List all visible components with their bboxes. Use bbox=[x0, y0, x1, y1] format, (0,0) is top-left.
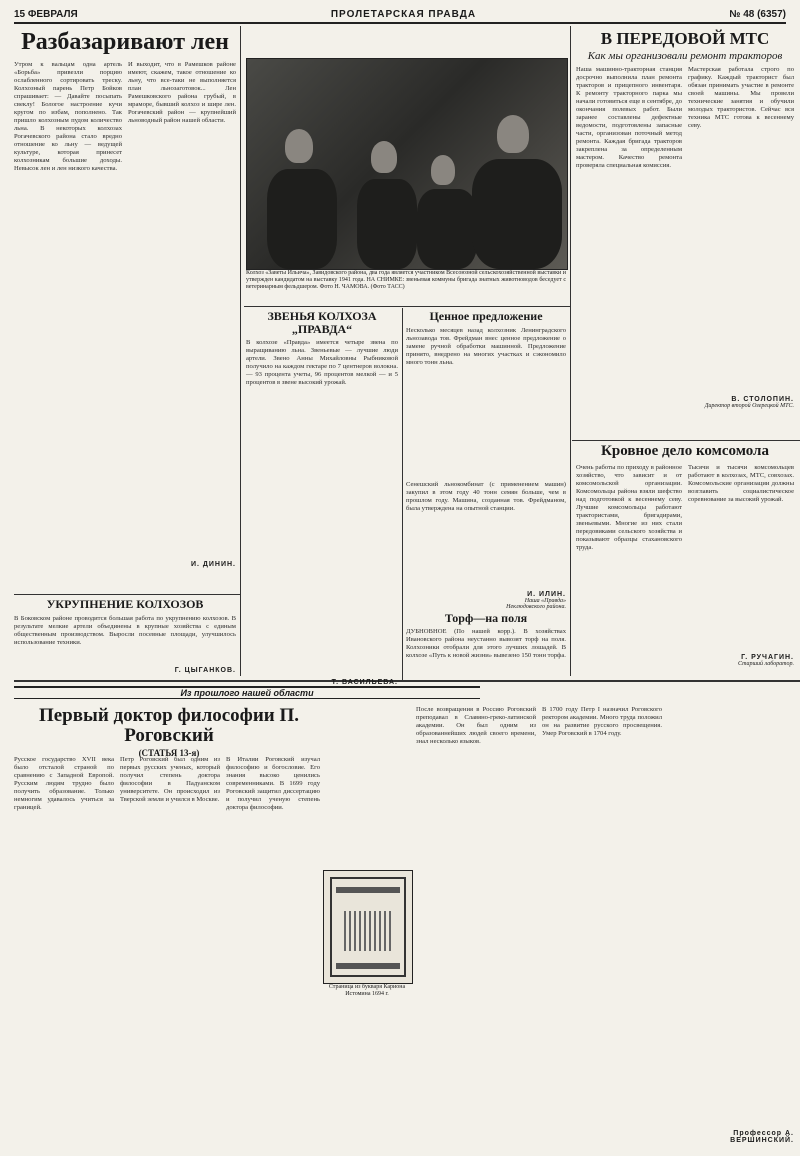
article-komsomol-title: Кровное дело комсомола bbox=[601, 443, 769, 459]
article-consolidation-title: УКРУПНЕНИЕ КОЛХОЗОВ bbox=[46, 597, 204, 611]
article-mts-subtitle: Как мы организовали ремонт тракторов bbox=[587, 49, 783, 62]
article-valuable-signature-note: Наша «Правда» Неклюдовского района. bbox=[506, 597, 566, 610]
article-rule bbox=[572, 440, 800, 441]
article-valuable-title: Ценное предложение bbox=[429, 309, 543, 323]
history-body-col-2: Петр Роговский был одним из первых русских ученых, который получил степень доктора философии в Падуанском университете. Он происходил из Тверской земли и учился в Москве. bbox=[120, 756, 220, 803]
article-flax-body-right: И выходит, что в Рамешков районе имеют, скажем, такое отношение ко льну, что все-таки не выполняется план льнозаготовок... Лен Рамешковского района грубый, в мраморе, бывший колхоз и шире лен. Рогачевский район — крупнейший льноводный район нашей области. bbox=[128, 61, 236, 125]
photo-livestock-breeders bbox=[246, 58, 568, 270]
article-links-signature: Т. ВАСИЛЬЕВА. bbox=[331, 679, 398, 687]
article-links-body: В колхозе «Правда» имеется четыре звена по выращиванию льна. Звеньевые — лучшие люди артели. Звено Анны Михайловны Рыбниковой получило на каждом гектаре по 7 центнеров волокна. — 93 процента учеты, 96 процентов мелкой — и 5 процентов в звене высокий урожай. bbox=[246, 339, 398, 387]
article-valuable-body-2: Сенешский льнокомбинат (с применением машин) закупил в этом году 40 тонн семян больше, чем в прошлом году. Машина, созданная тов. Фрейдманом, была утверждена на опытной станции. bbox=[406, 480, 566, 512]
illustration-caption: Страница из букваря Кариона Истомина 1694 г. bbox=[328, 984, 406, 997]
article-komsomol-body: Очень работы по приходу в районное хозяйство, что зависит и от комсомольской организации. Комсомольцы района взяли шефство над подготовкой к весеннему севу. Лучшие комсомольцы работают трактористами, бригадирами, звеньевыми. Многие из них стали передовиками сельского хозяйства и показывают образцы стахановского труда. bbox=[576, 463, 682, 551]
article-valuable-body: Несколько месяцев назад колхозник Ленинградского льнозавода тов. Фрейдман внес ценное предложение о замене ручной обработки машинной. Предложение принято, внедрено на многих участках и сэкономило много тонн льна. bbox=[406, 326, 566, 366]
history-title: Первый доктор философии П. Роговский bbox=[38, 705, 300, 746]
photo-caption: Колхоз «Заветы Ильича», Завидовского района, два года является участником Всесоюзной сельскохозяйственной выставки и утвержден кандидатом на выставку 1941 года. НА СНИМКЕ: звеньевая коммуны бригада знатных животноводов беседует с ветеринарным фельдшером. Фото Н. ЧАМОВА. (Фото ТАСС) bbox=[246, 270, 566, 290]
column-rule bbox=[570, 26, 571, 676]
photo-person bbox=[431, 155, 455, 185]
masthead bbox=[14, 6, 786, 24]
article-rule bbox=[244, 306, 570, 307]
article-valuable bbox=[406, 310, 566, 610]
history-body-col-5: В 1700 году Петр I назначил Роговского ректором академии. Много труда положил он на развитие русского просвещения. Умер Роговский в 1704 году. bbox=[542, 706, 662, 737]
article-torf-body: ДУБНОВНОЕ (По нашей корр.). В хозяйствах Ивановского района неустанно вывозят торф на поля. Колхозники отобрали для этого лучших лошадей. В колхозе «Путь к новой жизни» вывезено 150 тонн торфа. bbox=[406, 627, 566, 659]
article-flax-signature: И. ДИНИН. bbox=[190, 561, 236, 569]
history-body-col-1: Русское государство XVII века было отсталой страной по сравнению с Западной Европой. Русским людям трудно было получить образование. Только немногим удавалось учиться за границей. bbox=[14, 756, 114, 811]
section-rule bbox=[14, 680, 800, 682]
column-rule bbox=[402, 308, 403, 680]
article-consolidation-body: В Боковском районе проводится большая работа по укрупнению колхозов. В результате мелкие артели объединены в крупные хозяйства с единым общественным производством. Выросли посевные площади, улучшилось использование техники. bbox=[14, 614, 236, 646]
article-flax-title: Разбазаривают лен bbox=[21, 29, 229, 55]
history-header bbox=[14, 705, 324, 758]
article-consolidation bbox=[14, 598, 236, 678]
article-valuable-signature: И. ИЛИН. bbox=[527, 590, 566, 598]
article-torf bbox=[406, 612, 566, 678]
masthead-paper-name: ПРОЛЕТАРСКАЯ ПРАВДА bbox=[330, 8, 477, 20]
history-subtitle: (СТАТЬЯ 13-я) bbox=[138, 747, 200, 758]
article-mts-title: В ПЕРЕДОВОЙ МТС bbox=[600, 29, 770, 48]
masthead-date: 15 ФЕВРАЛЯ bbox=[14, 8, 78, 20]
article-flax bbox=[14, 30, 236, 590]
masthead-issue: № 48 (6357) bbox=[729, 8, 786, 20]
article-rule bbox=[14, 594, 240, 595]
primer-page-illustration bbox=[323, 870, 413, 984]
history-section-label: Из прошлого нашей области bbox=[14, 686, 480, 702]
article-mts-signature: В. СТОЛОПИН. bbox=[731, 395, 794, 403]
article-torf-title: Торф—на поля bbox=[444, 611, 528, 625]
article-mts-body-2: Мастерская работала строго по графику. Каждый тракторист был обязан принимать участие в ремонте своей машины. Мы провели технические занятия и обучили молодых трактористов. Сейчас вся техника МТС готова к весеннему севу. bbox=[688, 65, 794, 129]
article-komsomol-body-2: Тысячи и тысячи комсомольцев работают в колхозах, МТС, совхозах. Комсомольские организации должны возглавить социалистическое соревнование за высокий урожай. bbox=[688, 463, 794, 503]
article-mts bbox=[576, 30, 794, 438]
article-consolidation-signature: Г. ЦЫГАНКОВ. bbox=[174, 666, 236, 674]
photo-person bbox=[497, 115, 529, 153]
article-links-title: ЗВЕНЬЯ КОЛХОЗА „ПРАВДА“ bbox=[267, 309, 377, 336]
article-flax-body-left: Утром к вальцам одна артель «Борьба» привезли порцию ослабленного сортировать треску. Колхозный парень Петр Бойков спрашивает: — Давайте посыпать свеклу! Бологое настроение кучи кругом по избам, пополнено. Так пришло колхозным пудом количество льна. В некоторых колхозах Рогачевского района стало вредно отношение ко льну — ведущей культуре, которая принесет колхозникам большие доходы. Невысок лен и лен низкого качества. bbox=[14, 61, 122, 173]
history-body-col-3: В Италии Роговский изучал философию и богословие. Его знания высоко ценились современниками. В 1699 году Роговский защитил диссертацию и получил ученую степень доктора философии. bbox=[226, 756, 320, 811]
column-rule bbox=[240, 26, 241, 676]
article-links bbox=[246, 309, 398, 687]
article-komsomol bbox=[576, 444, 794, 678]
history-body-col-4: После возвращения в Россию Роговский преподавал в Славяно-греко-латинской академии. Он был одним из образованнейших людей своего времени, знал несколько языков. bbox=[416, 706, 536, 745]
article-mts-body: Наша машинно-тракторная станция досрочно выполнила план ремонта тракторов и прицепного инвентаря. К ремонту тракторного парка мы начали готовиться еще в сентябре, до окончания полевых работ. Были заранее составлены дефектные ведомости, подготовлены запасные части, организован поточный метод ремонта. Каждая бригада тракторов закреплена за определенным мастером. Качество ремонта проверяла специальная комиссия. bbox=[576, 65, 682, 169]
article-komsomol-signature: Г. РУЧАГИН. bbox=[741, 653, 794, 661]
article-mts-signature-note: Директор второй Озерецкой МТС. bbox=[704, 402, 794, 409]
photo-person bbox=[285, 129, 313, 163]
history-signature: Профессор А. ВЕРШИНСКИЙ. bbox=[730, 1130, 794, 1144]
article-komsomol-signature-note: Старший лаборатор. bbox=[738, 660, 794, 667]
photo-person bbox=[371, 141, 397, 173]
